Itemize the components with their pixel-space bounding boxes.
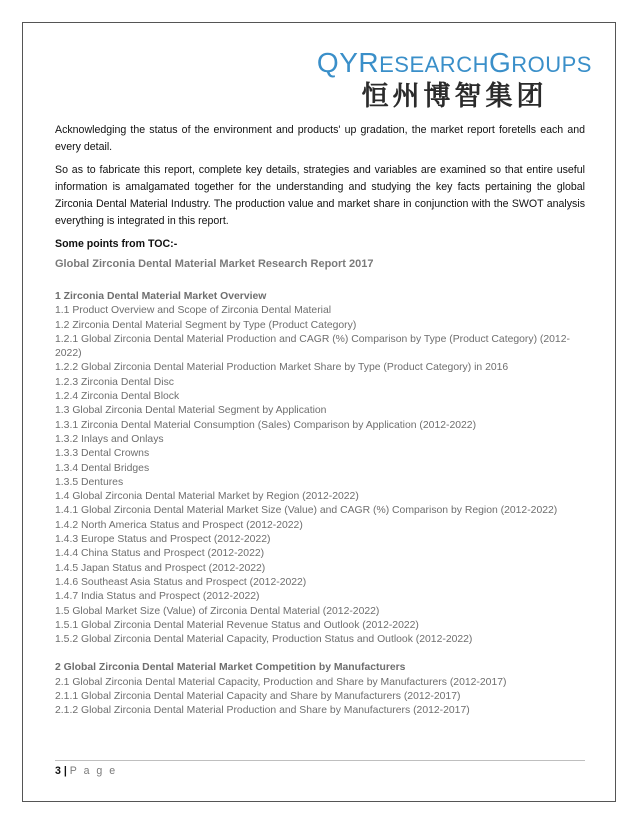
toc-entry: 1.2.3 Zirconia Dental Disc <box>55 376 174 388</box>
toc-entry: 1.4.7 India Status and Prospect (2012-2022) <box>55 591 260 603</box>
toc-entry: 1.3.2 Inlays and Onlays <box>55 433 164 445</box>
logo-letter-r: R <box>358 47 380 78</box>
toc-entry: 1.2.1 Global Zirconia Dental Material Production and CAGR (%) Comparison by Type (Product Category) (2012-2022) <box>55 333 570 360</box>
toc-entry: 1.3.4 Dental Bridges <box>55 462 150 474</box>
toc-entry: 2.1 Global Zirconia Dental Material Capacity, Production and Share by Manufacturers (2012-2017) <box>55 676 507 688</box>
toc-heading: Some points from TOC:- <box>55 238 178 250</box>
page-number: 3 <box>55 765 61 777</box>
toc-entry: 1.1 Product Overview and Scope of Zirconia Dental Material <box>55 305 332 317</box>
report-title: Global Zirconia Dental Material Market Research Report 2017 <box>55 258 374 270</box>
logo-letter-q: Q <box>316 47 340 78</box>
paragraph-2: So as to fabricate this report, complete key details, strategies and variables are examined so that entire useful information is amalgamated together for the understanding and studying the key facts pertaining the global Zirconia Dental Material Industry. The production value and market share in conjunction with the SWOT analysis everything is integrated in this report. <box>55 164 585 227</box>
table-of-contents <box>55 290 585 719</box>
toc-entry: 1.4.1 Global Zirconia Dental Material Market Size (Value) and CAGR (%) Comparison by Region (2012-2022) <box>55 505 558 517</box>
toc-entry: 1.3.1 Zirconia Dental Material Consumption (Sales) Comparison by Application (2012-2022) <box>55 419 477 431</box>
toc-entry: 1.4.5 Japan Status and Prospect (2012-2022) <box>55 562 266 574</box>
toc-entry: 1.5 Global Market Size (Value) of Zirconia Dental Material (2012-2022) <box>55 605 380 617</box>
toc-entry: 1.4.6 Southeast Asia Status and Prospect (2012-2022) <box>55 576 307 588</box>
qyresearch-logo <box>316 47 592 114</box>
toc-entry: 1.4.3 Europe Status and Prospect (2012-2022) <box>55 534 271 546</box>
toc-entry: 2.1.1 Global Zirconia Dental Material Capacity and Share by Manufacturers (2012-2017) <box>55 691 461 703</box>
logo-esearch: ESEARCH <box>379 52 489 77</box>
toc-spacer <box>55 647 585 661</box>
toc-entry: 1.3.5 Dentures <box>55 476 124 488</box>
toc-entry: 1.2 Zirconia Dental Material Segment by Type (Product Category) <box>55 319 357 331</box>
page-label: P a g e <box>69 765 118 777</box>
toc-entry: 1.4.2 North America Status and Prospect (2012-2022) <box>55 519 303 531</box>
toc-section-heading: 1 Zirconia Dental Material Market Overview <box>55 291 267 302</box>
footer-separator: | <box>63 765 67 777</box>
toc-entry: 2.1.2 Global Zirconia Dental Material Production and Share by Manufacturers (2012-2017) <box>55 705 470 717</box>
toc-entry: 1.5.1 Global Zirconia Dental Material Revenue Status and Outlook (2012-2022) <box>55 619 419 631</box>
toc-entry: 1.3 Global Zirconia Dental Material Segment by Application <box>55 405 327 417</box>
toc-entry: 1.3.3 Dental Crowns <box>55 448 150 460</box>
logo-wordmark <box>316 47 592 78</box>
toc-entry: 1.5.2 Global Zirconia Dental Material Capacity, Production Status and Outlook (2012-2022) <box>55 634 473 646</box>
logo-chinese-text: 恒州博智集团 <box>361 81 548 112</box>
logo-letter-g: G <box>488 47 512 78</box>
toc-entry: 1.2.2 Global Zirconia Dental Material Production Market Share by Type (Product Category) in 2016 <box>55 362 509 374</box>
toc-entry: 1.4.4 China Status and Prospect (2012-2022) <box>55 548 265 560</box>
page-footer <box>55 760 585 777</box>
logo-letter-y: Y <box>339 47 359 78</box>
paragraph-1: Acknowledging the status of the environment and products' up gradation, the market report foretells each and every detail. <box>55 124 585 153</box>
toc-entry: 1.4 Global Zirconia Dental Material Market by Region (2012-2022) <box>55 491 359 503</box>
toc-section-heading: 2 Global Zirconia Dental Material Market Competition by Manufacturers <box>55 662 406 674</box>
logo-roups: ROUPS <box>511 52 592 77</box>
toc-entry: 1.2.4 Zirconia Dental Block <box>55 391 180 403</box>
